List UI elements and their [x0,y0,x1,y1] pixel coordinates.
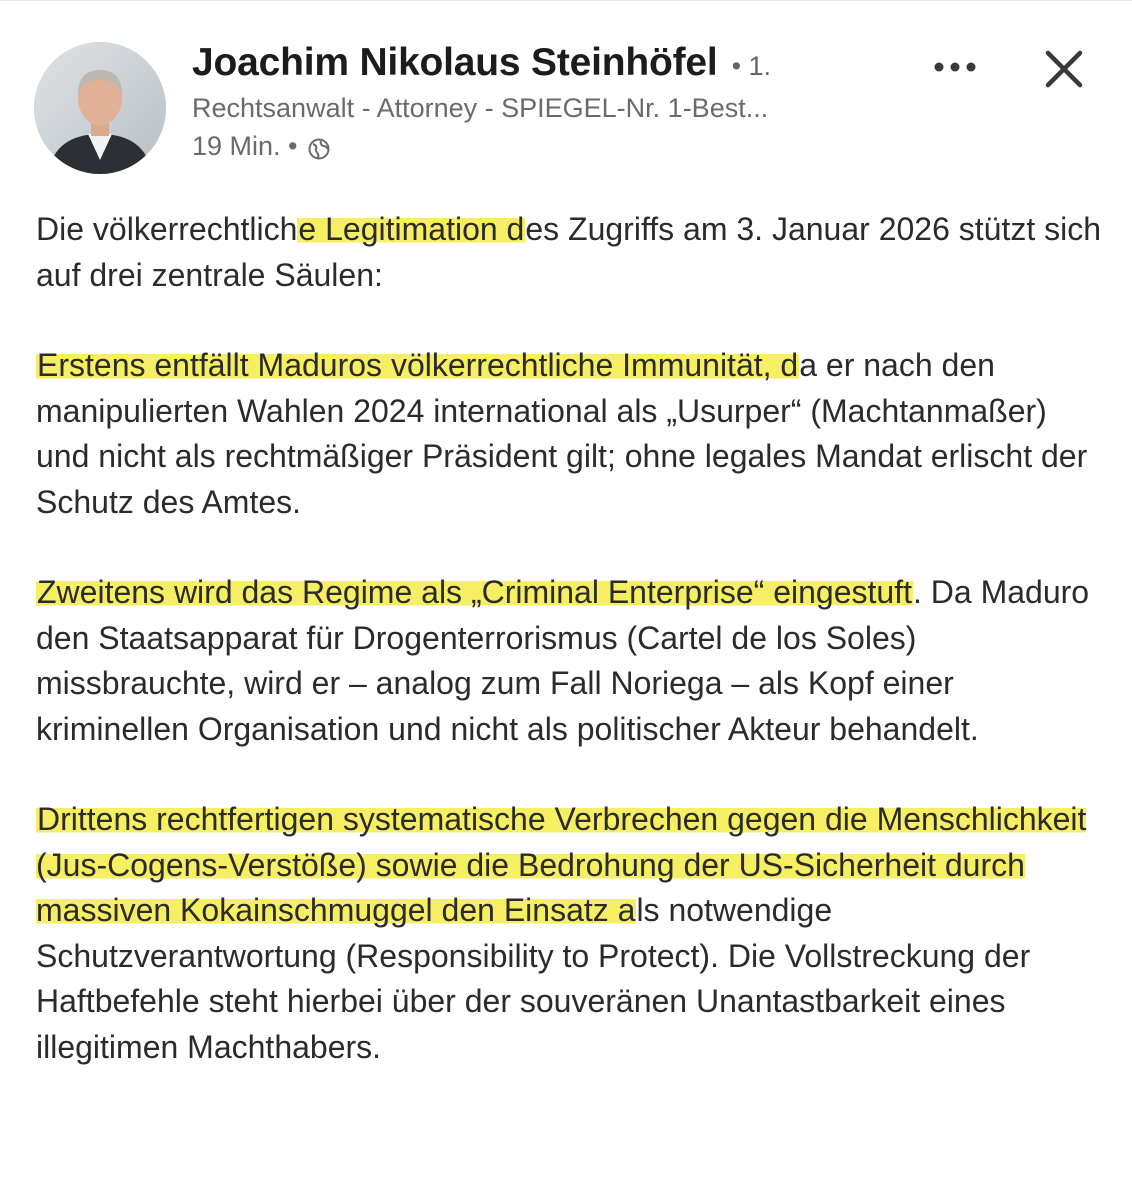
close-icon [1036,41,1092,97]
post-body [36,207,1106,1115]
author-name-row [192,41,771,85]
author-name[interactable]: Joachim Nikolaus Steinhöfel [192,41,718,84]
highlighted-text: Erstens entfällt Maduros völkerrechtliche Immunität, d [37,347,799,383]
author-avatar[interactable] [34,42,166,174]
author-headline: Rechtsanwalt - Attorney - SPIEGEL-Nr. 1-Best... [192,93,769,123]
close-button[interactable] [1036,41,1092,97]
connection-degree: • 1. [731,51,772,81]
post-paragraph-3 [36,570,1106,752]
highlighted-text: Zweitens wird das Regime als „Criminal Enterprise“ eingestuft [37,574,912,610]
post-paragraph-1 [36,207,1106,298]
post-paragraph-2 [36,343,1106,525]
highlighted-text: Drittens rechtfertigen systematische Verbrechen gegen die Menschlichkeit (Jus-Cogens-Verstöße) sowie die Bedrohung der US-Sicherheit durch massiven Kokainschmuggel den Einsatz a [36,801,1087,928]
post-meta [192,131,330,162]
paragraph-text: a er nach den manipulierten Wahlen 2024 international als „Usurper“ (Machtanmaßer) und nicht als rechtmäßiger Präsident gilt; ohne legales Mandat erlischt der Schutz des Amtes. [36,347,1088,520]
paragraph-text: es Zugriffs am 3. Januar 2026 stützt sich auf drei zentrale Säulen: [36,211,1102,293]
paragraph-text: ls notwendige Schutzverantwortung (Responsibility to Protect). Die Vollstreckung der Haftbefehle steht hierbei über der souveränen Unantastbarkeit eines illegitimen Machthabers. [36,892,1031,1065]
highlighted-text: e Legitimation d [298,211,525,247]
more-options-button[interactable] [925,47,985,87]
post-timestamp: 19 Min. • [192,131,298,161]
post-paragraph-4 [36,797,1106,1070]
avatar-photo [34,42,166,174]
paragraph-text: Die völkerrechtlich [36,211,298,247]
globe-icon [308,136,330,158]
paragraph-text: . Da Maduro den Staatsapparat für Drogenterrorismus (Cartel de los Soles) missbrauchte, wird er – analog zum Fall Noriega – als Kopf einer kriminellen Organisation und nicht als politischer Akteur behandelt. [36,574,1090,747]
more-icon [933,61,977,73]
